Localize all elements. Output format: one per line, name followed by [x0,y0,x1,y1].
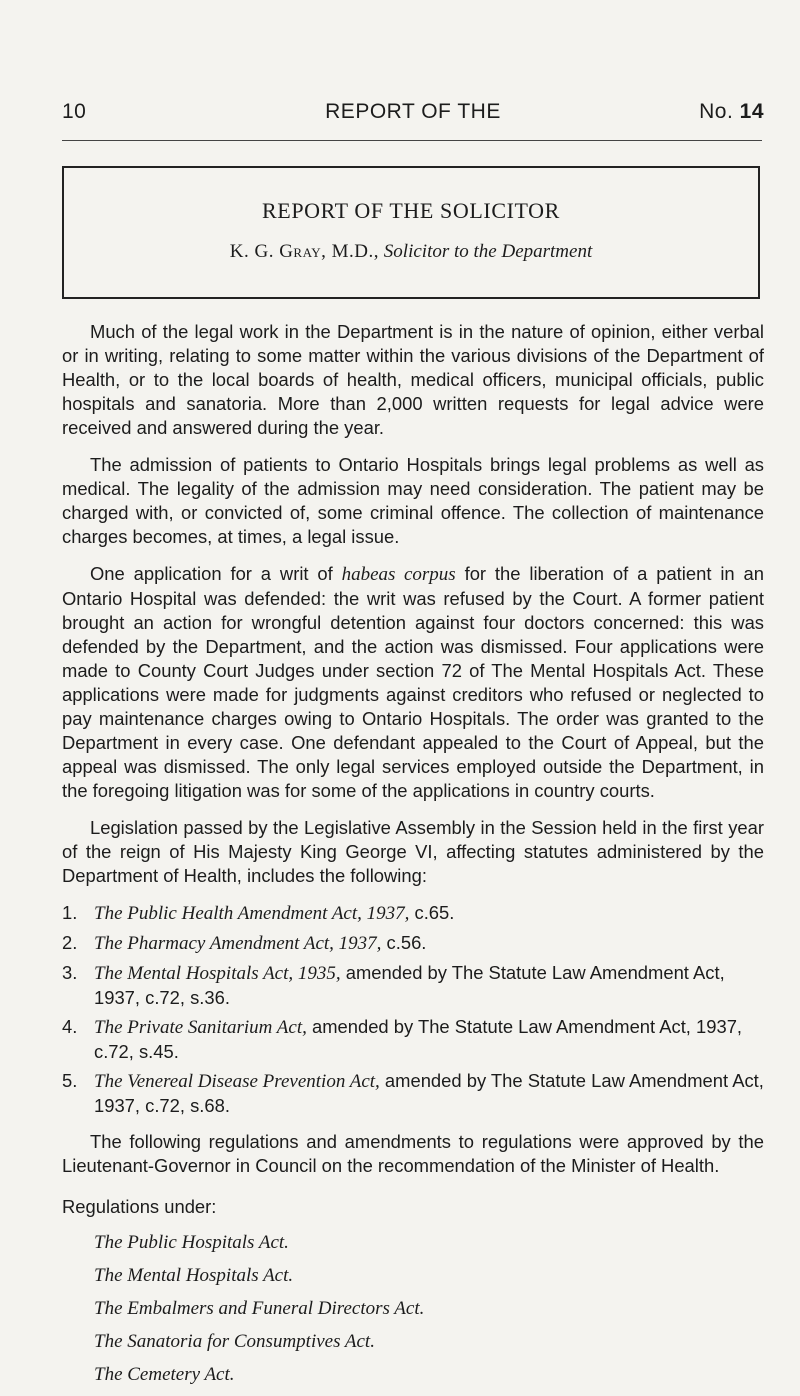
act-title: The Public Health Amendment Act, 1937, [94,903,410,924]
paragraph-admission: The admission of patients to Ontario Hospitals brings legal problems as well as medical. The legality of the admission may need consideration. The patient may be charged with, or convicted of, some criminal offence. The collection of maintenance charges becomes, at times, a legal issue. [62,454,764,547]
act-detail: c.56. [381,932,427,953]
running-head-title: REPORT OF THE [325,100,501,123]
list-item-number: 1. [62,902,78,923]
act-title: The Mental Hospitals Act, 1935, [94,963,341,984]
paragraph-litigation [62,562,764,803]
list-item [62,901,764,926]
list-item-number: 5. [62,1070,78,1091]
author-role: Solicitor to the Department [383,241,593,262]
report-number-value: 14 [739,100,764,123]
regulations-heading: Regulations under: [62,1196,217,1217]
acts-list [62,901,764,1118]
list-item [62,1015,764,1064]
act-detail: amended by The Statute Law Amendment Act, 1937, c.72, s.36. [94,962,725,1008]
regulations-list [62,1231,764,1387]
list-item [62,1069,764,1118]
act-title: The Pharmacy Amendment Act, 1937, [94,933,382,954]
act-title: The Private Sanitarium Act, [94,1017,307,1038]
act-detail: c.65. [409,902,455,923]
author-name: K. G. Gray, M.D., [229,241,380,262]
paragraph-legal-work: Much of the legal work in the Department is in the nature of opinion, either verbal or in writing, relating to some matter within the various divisions of the Department of Health, or to the local boards of health, medical officers, municipal officials, public hospitals and sanatoria. More than 2,000 written requests for legal advice were received and answered during the year. [62,321,764,438]
list-item: The Mental Hospitals Act. [94,1265,294,1286]
list-item: The Public Hospitals Act. [94,1232,289,1253]
section-title-box [62,166,760,299]
list-item: The Cemetery Act. [94,1364,235,1385]
page-number: 10 [62,100,87,123]
section-author-line [64,241,758,263]
header-rule [62,140,762,141]
section-title: REPORT OF THE SOLICITOR [262,198,560,223]
habeas-corpus-term: habeas corpus [341,564,456,585]
list-item-number: 4. [62,1016,78,1037]
paragraph-regulations: The following regulations and amendments to regulations were approved by the Lieutenant-Governor in Council on the recommendation of the Minister of Health. [62,1131,764,1176]
list-item-number: 3. [62,962,78,983]
list-item: The Sanatoria for Consumptives Act. [94,1331,375,1352]
act-title: The Venereal Disease Prevention Act, [94,1071,380,1092]
report-number [699,100,764,124]
list-item-number: 2. [62,932,78,953]
paragraph-litigation-part-1: One application for a writ of [90,563,342,584]
list-item: The Embalmers and Funeral Directors Act. [94,1298,425,1319]
act-detail: amended by The Statute Law Amendment Act, 1937, c.72, s.68. [94,1070,764,1116]
list-item [62,961,764,1010]
act-detail: amended by The Statute Law Amendment Act, 1937, c.72, s.45. [94,1016,743,1062]
report-number-label: No. [699,100,734,123]
list-item [62,931,764,956]
paragraph-legislation: Legislation passed by the Legislative Assembly in the Session held in the first year of the reign of His Majesty King George VI, affecting statutes administered by the Department of Health, includes the following: [62,817,764,886]
paragraph-litigation-part-2: for the liberation of a patient in an Ontario Hospital was defended: the writ was refused by the Court. A former patient brought an action for wrongful detention against four doctors concerned: this was defended by the Department, and the action was dismissed. Four applications were made to County Court Judges under section 72 of The Mental Hospitals Act. These applications were made for judgments against creditors who refused or neglected to pay maintenance charges owing to Ontario Hospitals. The order was granted to the Department in every case. One defendant appealed to the Court of Appeal, but the appeal was dismissed. The only legal services employed outside the Department, in the foregoing litigation was for some of the applications in country courts. [62,563,764,801]
report-body [62,320,764,1396]
